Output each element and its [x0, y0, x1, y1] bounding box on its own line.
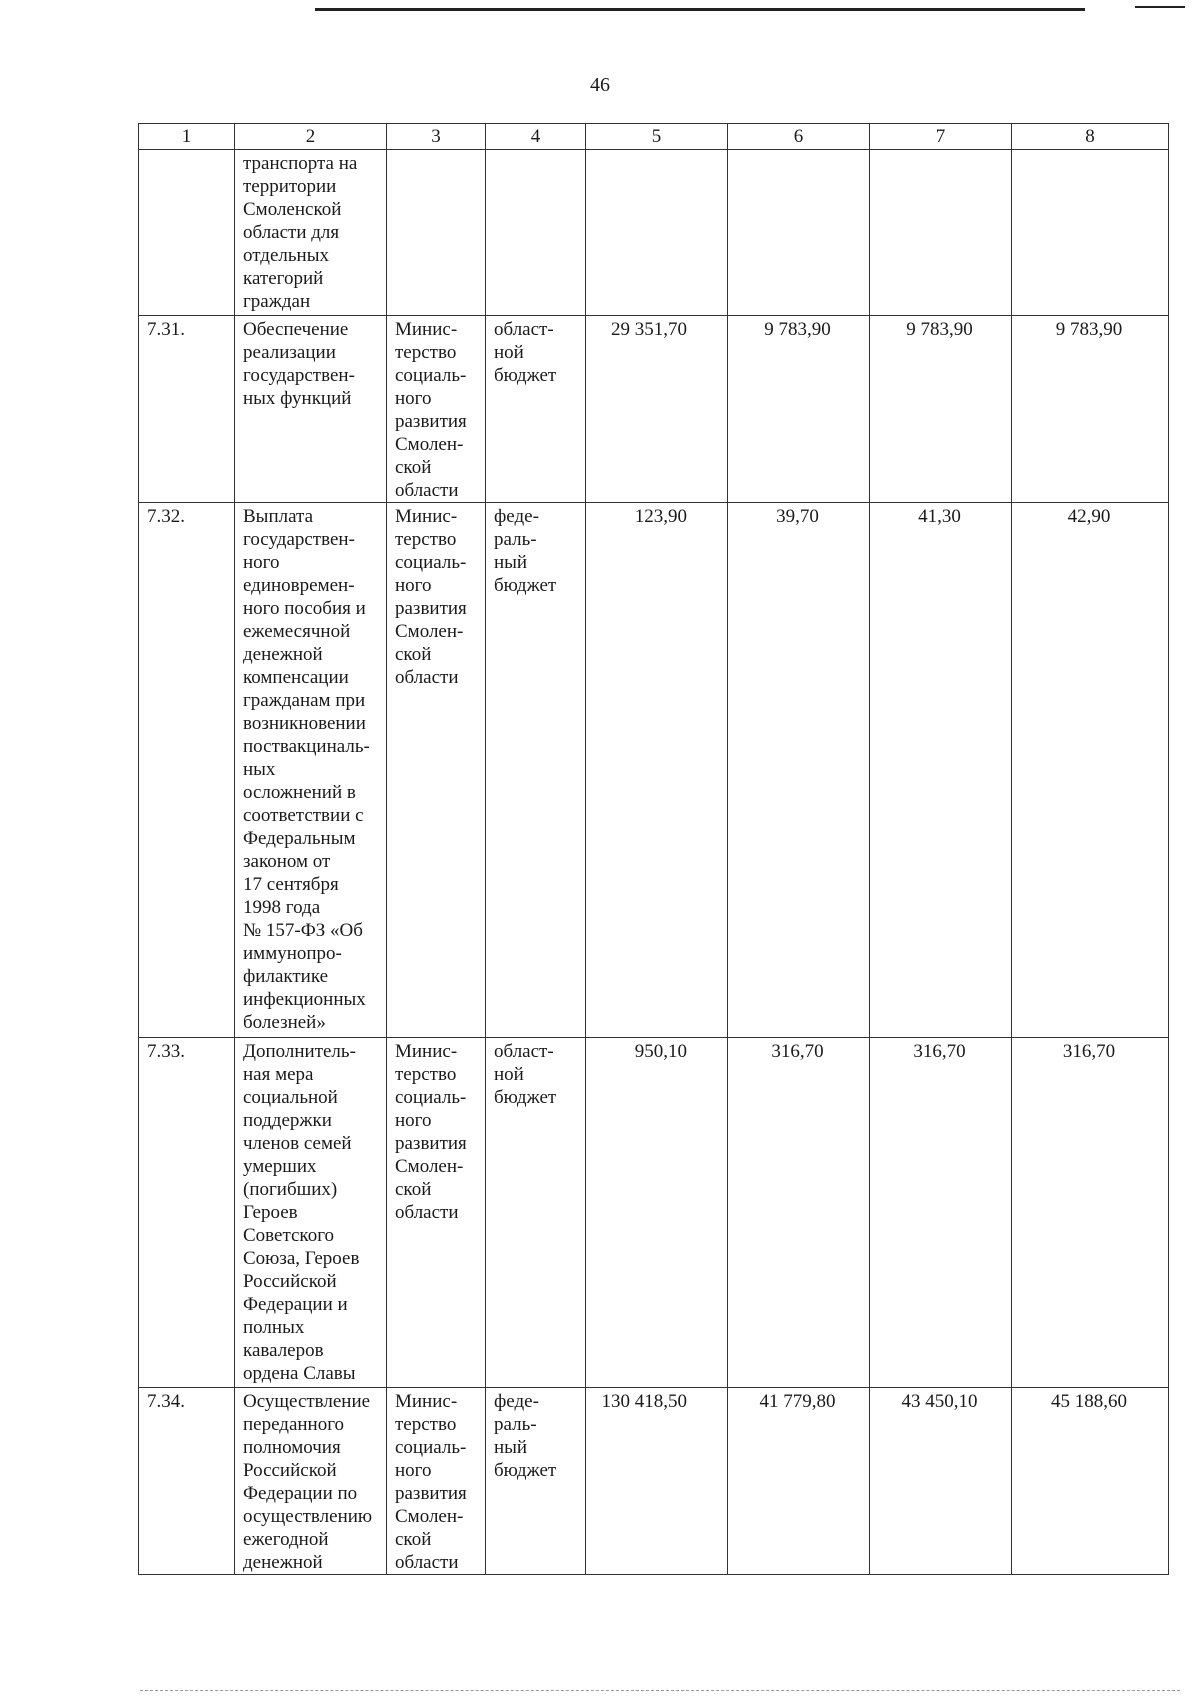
top-scan-line: [315, 8, 1085, 11]
year3-amount: 9 783,90: [1012, 316, 1169, 503]
funding-source: област- ной бюджет: [486, 316, 586, 503]
header-cell: 7: [870, 124, 1012, 150]
table-row: [139, 1038, 1169, 1388]
executor: [387, 150, 486, 316]
total-amount: 130 418,50: [586, 1388, 728, 1575]
executor: Минис- терство социаль- ного развития Смолен- ской области: [387, 316, 486, 503]
total-amount: 950,10: [586, 1038, 728, 1388]
row-number: 7.33.: [139, 1038, 235, 1388]
funding-source: феде- раль- ный бюджет: [486, 503, 586, 1038]
header-cell: 1: [139, 124, 235, 150]
table-header-row: [139, 124, 1169, 150]
header-cell: 8: [1012, 124, 1169, 150]
total-amount: [586, 150, 728, 316]
year3-amount: [1012, 150, 1169, 316]
measure-name: Осуществление переданного полномочия Российской Федерации по осуществлению ежегодной денежной: [235, 1388, 387, 1575]
bottom-scan-marks: [140, 1690, 1180, 1693]
funding-source: феде- раль- ный бюджет: [486, 1388, 586, 1575]
row-number: 7.32.: [139, 503, 235, 1038]
row-number: 7.31.: [139, 316, 235, 503]
year2-amount: 9 783,90: [870, 316, 1012, 503]
measure-name: Обеспечение реализации государствен- ных функций: [235, 316, 387, 503]
year1-amount: 41 779,80: [728, 1388, 870, 1575]
year2-amount: 43 450,10: [870, 1388, 1012, 1575]
header-cell: 4: [486, 124, 586, 150]
year3-amount: 42,90: [1012, 503, 1169, 1038]
header-cell: 5: [586, 124, 728, 150]
table-row: [139, 316, 1169, 503]
row-number: 7.34.: [139, 1388, 235, 1575]
year2-amount: 41,30: [870, 503, 1012, 1038]
header-cell: 3: [387, 124, 486, 150]
table-row: [139, 150, 1169, 316]
table-row: [139, 1388, 1169, 1575]
header-cell: 6: [728, 124, 870, 150]
page-number: 46: [590, 74, 610, 96]
year2-amount: [870, 150, 1012, 316]
year2-amount: 316,70: [870, 1038, 1012, 1388]
year1-amount: 316,70: [728, 1038, 870, 1388]
year1-amount: 9 783,90: [728, 316, 870, 503]
measure-name: Выплата государствен- ного единовремен- ного пособия и ежемесячной денежной компенсации гражданам при возникновении поствакциналь- ных осложнений в соответствии с Федеральным законом от 17 сентября 1998 года № 157-ФЗ «Об иммунопро- филактике инфекционных болезней»: [235, 503, 387, 1038]
table-row: [139, 503, 1169, 1038]
funding-source: [486, 150, 586, 316]
year1-amount: [728, 150, 870, 316]
year3-amount: 316,70: [1012, 1038, 1169, 1388]
budget-table: [138, 123, 1169, 1575]
funding-source: област- ной бюджет: [486, 1038, 586, 1388]
executor: Минис- терство социаль- ного развития Смолен- ской области: [387, 503, 486, 1038]
top-scan-line-short: [1135, 6, 1185, 8]
total-amount: 123,90: [586, 503, 728, 1038]
measure-name: транспорта на территории Смоленской области для отдельных категорий граждан: [235, 150, 387, 316]
year3-amount: 45 188,60: [1012, 1388, 1169, 1575]
header-cell: 2: [235, 124, 387, 150]
year1-amount: 39,70: [728, 503, 870, 1038]
measure-name: Дополнитель- ная мера социальной поддержки членов семей умерших (погибших) Героев Советского Союза, Героев Российской Федерации и полных кавалеров ордена Славы: [235, 1038, 387, 1388]
row-number: [139, 150, 235, 316]
total-amount: 29 351,70: [586, 316, 728, 503]
executor: Минис- терство социаль- ного развития Смолен- ской области: [387, 1038, 486, 1388]
executor: Минис- терство социаль- ного развития Смолен- ской области: [387, 1388, 486, 1575]
